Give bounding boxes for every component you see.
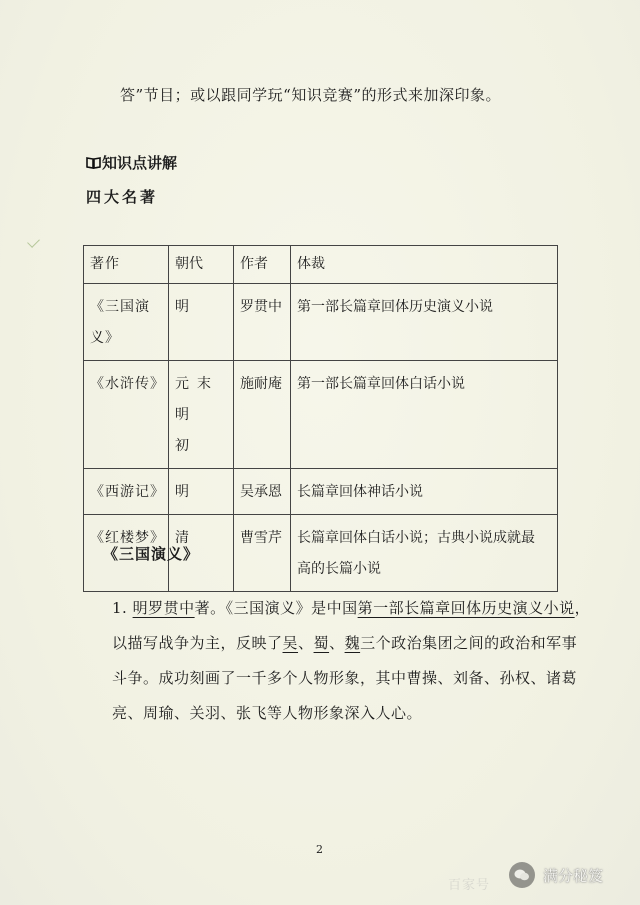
paragraph-line: 斗争。成功刻画了一千多个人物形象，其中曹操、刘备、孙权、诸葛 xyxy=(112,669,578,687)
underlined-kingdom: 魏 xyxy=(344,634,361,652)
author-cell: 罗贯中 xyxy=(234,284,291,361)
paragraph-line: 亮、周瑜、关羽、张飞等人物形象深入人心。 xyxy=(112,704,423,722)
genre-text: 高的长篇小说 xyxy=(297,561,381,577)
page-number: 2 xyxy=(316,843,323,856)
dynasty-cell: 明 xyxy=(169,284,234,361)
work-text: 义》 xyxy=(90,330,120,346)
sanguo-paragraph xyxy=(112,591,591,731)
dynasty-text: 元末明 xyxy=(175,376,219,423)
table-header-cell: 作者 xyxy=(234,246,291,284)
work-cell xyxy=(84,284,169,361)
watermark xyxy=(509,862,603,888)
paragraph-text: 著。《三国演义》是中国 xyxy=(194,599,358,617)
genre-cell: 第一部长篇章回体历史演义小说 xyxy=(291,284,558,361)
paragraph-text: ， xyxy=(574,599,591,617)
genre-cell: 长篇章回体神话小说 xyxy=(291,469,558,515)
dynasty-cell: 清 xyxy=(169,515,234,592)
work-cell: 《红楼梦》 xyxy=(84,515,169,592)
underlined-genre: 第一部长篇章回体历史演义小说 xyxy=(357,599,575,617)
genre-text: 长篇章回体白话小说；古典小说成就最 xyxy=(297,530,535,546)
paragraph-line xyxy=(112,626,578,661)
dynasty-text: 初 xyxy=(175,438,189,454)
work-cell: 《水浒传》 xyxy=(84,361,169,469)
underlined-kingdom: 吴 xyxy=(282,634,299,652)
book-section-title: 《三国演义》 xyxy=(103,545,200,563)
intro-text: 答”节目；或以跟同学玩“知识竞赛”的形式来加深印象。 xyxy=(120,86,502,104)
table-header-cell: 著作 xyxy=(84,246,169,284)
paragraph-line xyxy=(112,591,591,626)
table-header-cell: 体裁 xyxy=(291,246,558,284)
paragraph-text: 三个政治集团之间的政治和军事 xyxy=(360,634,578,652)
table-row xyxy=(84,284,558,361)
table-row xyxy=(84,361,558,469)
underlined-kingdom: 蜀 xyxy=(313,634,330,652)
dynasty-cell xyxy=(169,361,234,469)
four-classics-table xyxy=(83,245,558,592)
author-cell: 施耐庵 xyxy=(234,361,291,469)
work-cell: 《西游记》 xyxy=(84,469,169,515)
underlined-author: 明罗贯中 xyxy=(132,599,195,617)
dynasty-cell: 明 xyxy=(169,469,234,515)
paragraph-text: 、 xyxy=(329,634,345,652)
paragraph-text: 以描写战争为主，反映了 xyxy=(112,634,283,652)
author-cell: 曹雪芹 xyxy=(234,515,291,592)
wechat-icon xyxy=(509,862,535,888)
genre-cell: 第一部长篇章回体白话小说 xyxy=(291,361,558,469)
section-heading xyxy=(86,152,177,173)
paragraph-text: 、 xyxy=(298,634,314,652)
work-text: 《三国演 xyxy=(90,299,150,315)
genre-cell xyxy=(291,515,558,592)
watermark-text: 满分秘笈 xyxy=(543,866,604,885)
table-header-row xyxy=(84,246,558,284)
section-heading-label: 知识点讲解 xyxy=(102,154,178,172)
list-number: 1. xyxy=(112,599,128,617)
check-mark-decoration xyxy=(27,235,40,248)
table-header-cell: 朝代 xyxy=(169,246,234,284)
table-row xyxy=(84,469,558,515)
faint-watermark: 百家号 xyxy=(448,878,491,893)
author-cell: 吴承恩 xyxy=(234,469,291,515)
subheading: 四大名著 xyxy=(86,188,159,206)
book-icon xyxy=(86,156,101,169)
